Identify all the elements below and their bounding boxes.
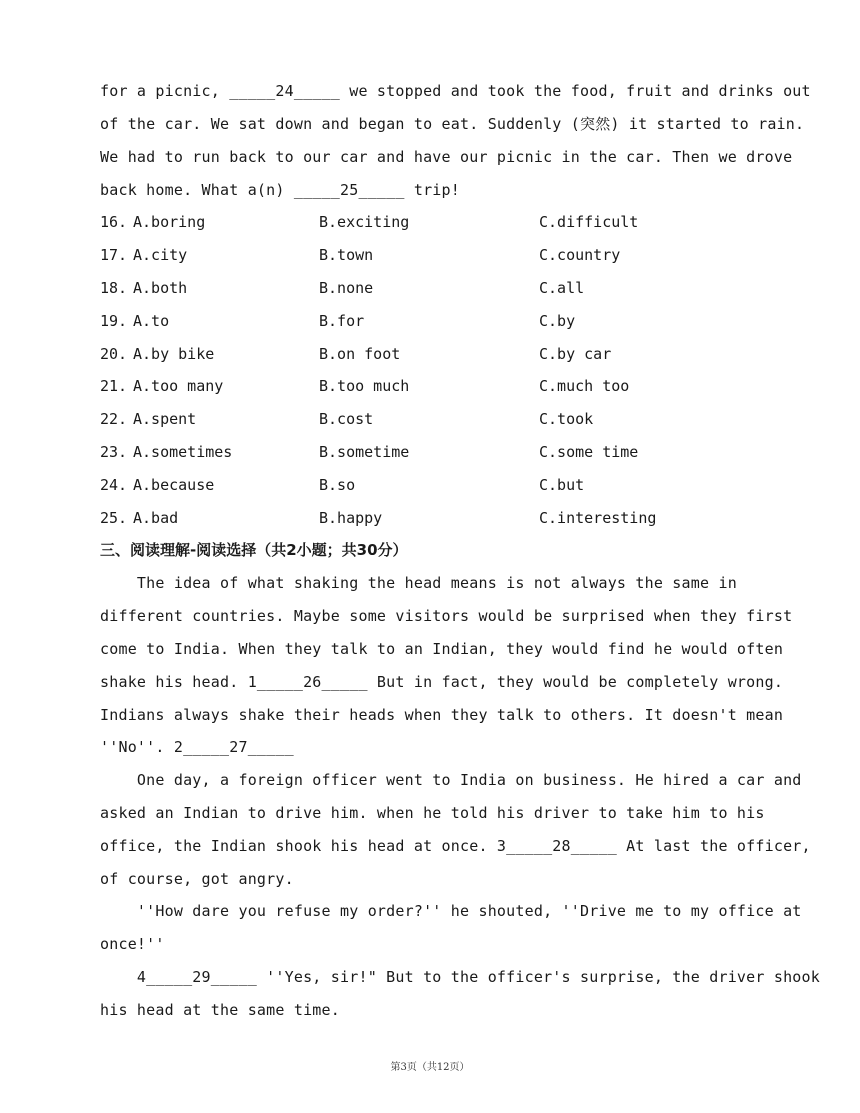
question-row	[100, 212, 800, 232]
option-a: A.spent	[133, 410, 197, 428]
question-number: 20.	[100, 345, 128, 363]
option-c: C.country	[539, 246, 621, 264]
question-row	[100, 344, 800, 364]
option-c: C.took	[539, 410, 594, 428]
reading-line: different countries. Maybe some visitors would be surprised when they first	[100, 607, 793, 625]
reading-line: asked an Indian to drive him. when he told his driver to take him to his	[100, 804, 765, 822]
option-b: B.happy	[319, 509, 383, 527]
option-b: B.town	[319, 246, 374, 264]
passage-line: of the car. We sat down and began to eat. Suddenly (突然) it started to rain.	[100, 115, 805, 133]
passage-line: back home. What a(n) _____25_____ trip!	[100, 181, 460, 199]
reading-line: once!''	[100, 935, 165, 953]
page-footer: 第3页（共12页）	[390, 1062, 470, 1073]
option-b: B.so	[319, 476, 356, 494]
question-number: 17.	[100, 246, 128, 264]
question-row	[100, 475, 800, 495]
option-b: B.sometime	[319, 443, 410, 461]
question-number: 16.	[100, 213, 128, 231]
question-number: 23.	[100, 443, 128, 461]
reading-line: of course, got angry.	[100, 870, 294, 888]
option-a: A.both	[133, 279, 188, 297]
option-b: B.none	[319, 279, 374, 297]
option-c: C.difficult	[539, 213, 639, 231]
reading-line: One day, a foreign officer went to India on business. He hired a car and	[100, 771, 802, 789]
passage-line: for a picnic, _____24_____ we stopped and took the food, fruit and drinks out	[100, 82, 811, 100]
question-row	[100, 245, 800, 265]
option-b: B.for	[319, 312, 365, 330]
reading-line: ''How dare you refuse my order?'' he shouted, ''Drive me to my office at	[100, 902, 802, 920]
option-a: A.to	[133, 312, 170, 330]
question-row	[100, 508, 800, 528]
option-c: C.some time	[539, 443, 639, 461]
section-heading: 三、阅读理解-阅读选择（共2小题；共30分）	[100, 541, 408, 559]
option-a: A.because	[133, 476, 215, 494]
question-number: 25.	[100, 509, 128, 527]
reading-line: office, the Indian shook his head at once. 3_____28_____ At last the officer,	[100, 837, 811, 855]
question-number: 21.	[100, 377, 128, 395]
option-a: A.bad	[133, 509, 179, 527]
option-c: C.by	[539, 312, 576, 330]
option-c: C.all	[539, 279, 585, 297]
question-row	[100, 442, 800, 462]
question-number: 22.	[100, 410, 128, 428]
question-row	[100, 278, 800, 298]
question-number: 18.	[100, 279, 128, 297]
passage-line: We had to run back to our car and have our picnic in the car. Then we drove	[100, 148, 793, 166]
question-row	[100, 409, 800, 429]
option-b: B.too much	[319, 377, 410, 395]
reading-line: Indians always shake their heads when they talk to others. It doesn't mean	[100, 706, 784, 724]
option-b: B.exciting	[319, 213, 410, 231]
reading-line: 4_____29_____ ''Yes, sir!" But to the officer's surprise, the driver shook	[100, 968, 820, 986]
option-a: A.too many	[133, 377, 224, 395]
option-c: C.interesting	[539, 509, 657, 527]
option-b: B.on foot	[319, 345, 401, 363]
question-number: 24.	[100, 476, 128, 494]
reading-line: ''No''. 2_____27_____	[100, 738, 294, 756]
reading-line: shake his head. 1_____26_____ But in fact, they would be completely wrong.	[100, 673, 784, 691]
option-c: C.by car	[539, 345, 612, 363]
reading-line: come to India. When they talk to an Indian, they would find he would often	[100, 640, 784, 658]
option-a: A.boring	[133, 213, 206, 231]
reading-line: The idea of what shaking the head means is not always the same in	[100, 574, 737, 592]
option-a: A.city	[133, 246, 188, 264]
option-c: C.much too	[539, 377, 630, 395]
option-b: B.cost	[319, 410, 374, 428]
question-number: 19.	[100, 312, 128, 330]
reading-line: his head at the same time.	[100, 1001, 340, 1019]
question-row	[100, 376, 800, 396]
question-row	[100, 311, 800, 331]
option-c: C.but	[539, 476, 585, 494]
option-a: A.sometimes	[133, 443, 233, 461]
option-a: A.by bike	[133, 345, 215, 363]
